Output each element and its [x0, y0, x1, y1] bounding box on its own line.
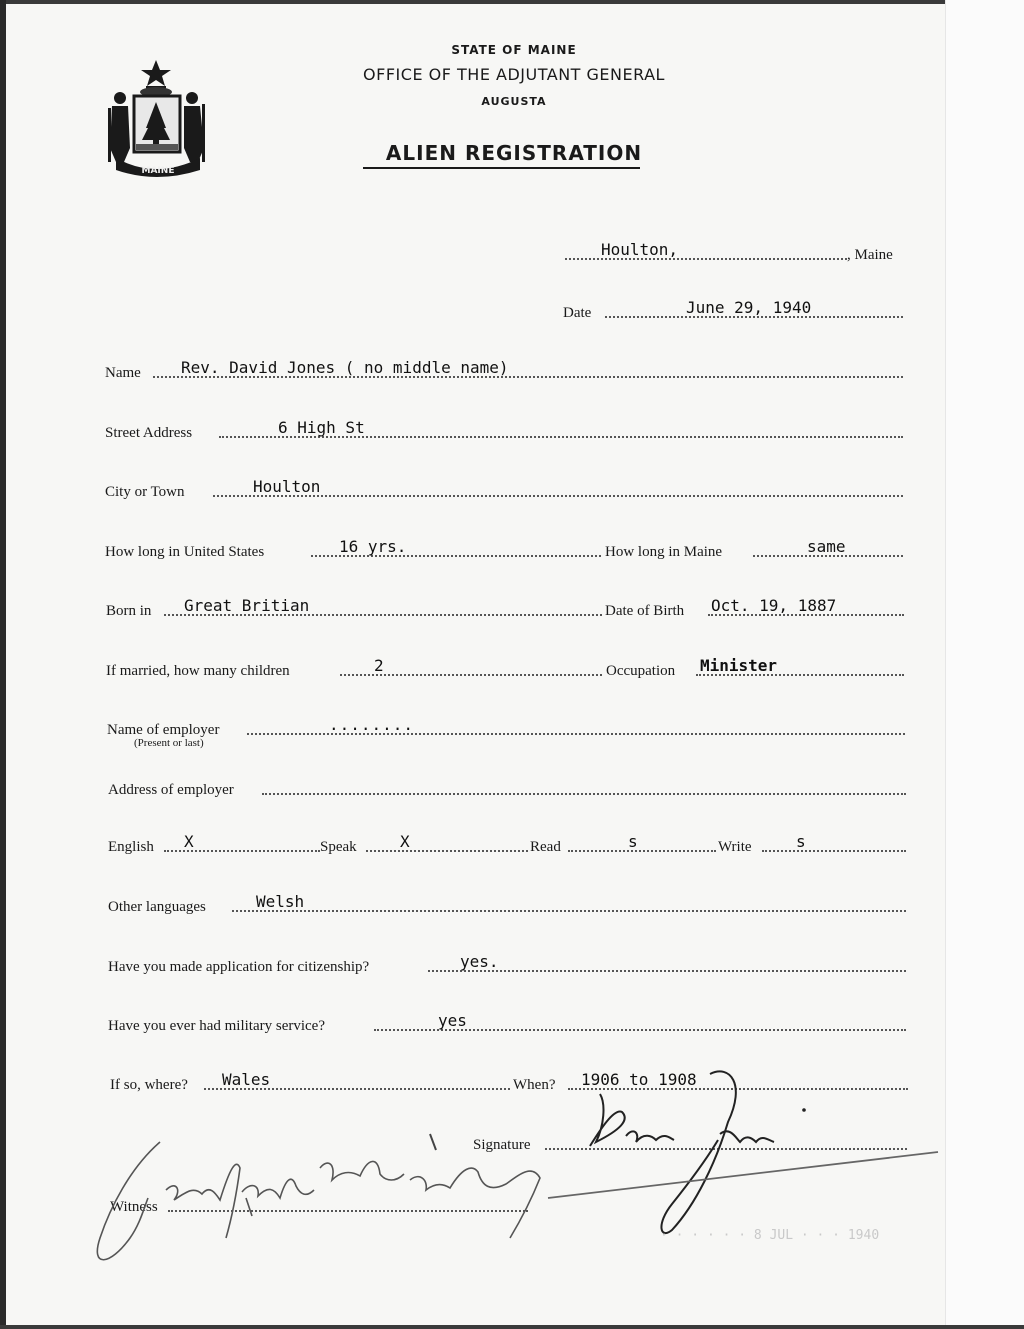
english-value: X: [184, 832, 194, 851]
military-row: [108, 1009, 908, 1035]
maine-duration-value: same: [807, 537, 846, 556]
language-skills-row: [108, 830, 908, 856]
name-value: Rev. David Jones ( no middle name): [181, 358, 509, 377]
speak-label: Speak: [320, 839, 357, 855]
header-state: STATE OF MAINE: [451, 43, 577, 57]
location-row: [565, 238, 910, 264]
employer-value: ........: [329, 715, 415, 734]
street-row: [105, 416, 905, 442]
born-in-value: Great Britian: [184, 596, 310, 615]
where-label: If so, where?: [110, 1077, 188, 1093]
city-row: [105, 475, 905, 501]
street-label: Street Address: [105, 425, 193, 441]
title-underline: [363, 167, 640, 169]
children-row: [106, 654, 906, 680]
write-value: s: [796, 832, 806, 851]
employer-address-label: Address of employer: [108, 782, 234, 798]
signature-label: Signature: [473, 1137, 531, 1153]
us-duration-label: How long in United States: [105, 544, 265, 560]
duration-row: [105, 535, 905, 561]
citizenship-label: Have you made application for citizenship?: [108, 959, 370, 975]
employer-address-row: [108, 773, 908, 799]
date-label: Date: [563, 305, 592, 321]
date-value: June 29, 1940: [686, 298, 812, 317]
employer-row: [107, 713, 907, 739]
when-value: 1906 to 1908: [581, 1070, 697, 1089]
maine-duration-label: How long in Maine: [605, 544, 723, 560]
birth-date-value: Oct. 19, 1887: [711, 596, 837, 615]
location-state-label: , Maine: [847, 247, 893, 263]
read-value: s: [628, 832, 638, 851]
date-row: [563, 296, 906, 322]
faint-stamp-bleedthrough: · · · · · · 8 JUL · · · 1940: [660, 1228, 880, 1243]
citizenship-row: [108, 950, 908, 976]
scan-edge-left: [0, 0, 6, 1329]
witness-label: Witness: [110, 1199, 158, 1215]
citizenship-value: yes.: [460, 952, 499, 971]
where-value: Wales: [222, 1070, 271, 1089]
scan-margin-right: [945, 0, 1024, 1329]
witness-signature: [70, 1128, 950, 1278]
city-value: Houlton: [253, 477, 321, 496]
occupation-label: Occupation: [606, 663, 676, 679]
military-value: yes: [438, 1011, 467, 1030]
birth-date-label: Date of Birth: [605, 603, 685, 619]
children-label: If married, how many children: [106, 663, 290, 679]
other-languages-value: Welsh: [256, 892, 305, 911]
location-town: Houlton,: [601, 240, 679, 259]
scan-edge-bottom: [0, 1325, 1024, 1329]
english-label: English: [108, 839, 154, 855]
born-in-label: Born in: [106, 603, 152, 619]
occupation-value: Minister: [700, 656, 778, 675]
speak-value: X: [400, 832, 410, 851]
name-label: Name: [105, 365, 141, 381]
name-row: [105, 356, 905, 382]
employer-label: Name of employer: [107, 722, 220, 738]
birth-row: [106, 594, 906, 620]
us-duration-value: 16 yrs.: [339, 537, 407, 556]
military-label: Have you ever had military service?: [108, 1018, 325, 1034]
scan-edge-top: [0, 0, 1024, 4]
read-label: Read: [530, 839, 561, 855]
other-languages-row: [108, 890, 908, 916]
header-city: AUGUSTA: [481, 95, 547, 108]
header-office: OFFICE OF THE ADJUTANT GENERAL: [363, 65, 665, 84]
write-label: Write: [718, 839, 752, 855]
street-value: 6 High St: [278, 418, 365, 437]
city-label: City or Town: [105, 484, 185, 500]
form-title: ALIEN REGISTRATION: [385, 141, 643, 165]
employer-sublabel: (Present or last): [134, 737, 204, 749]
children-value: 2: [374, 656, 384, 675]
when-label: When?: [513, 1077, 556, 1093]
other-languages-label: Other languages: [108, 899, 206, 915]
svg-text:MAINE: MAINE: [141, 166, 175, 176]
